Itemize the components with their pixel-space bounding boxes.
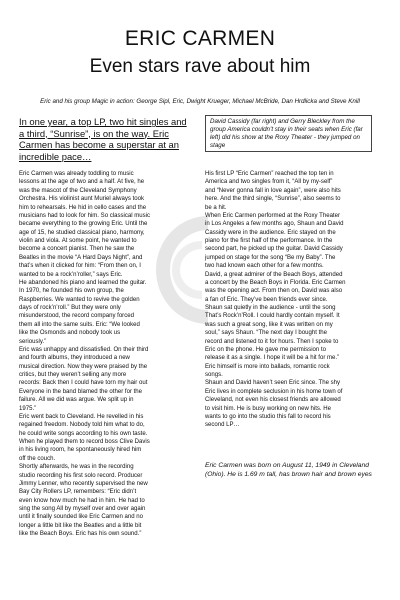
text-line: Jimmy Lenner, who recently supervised the new: [19, 480, 148, 487]
text-line: Bay City Rollers LP, remembers: “Eric didn’t: [19, 489, 137, 496]
text-line: Eric on the phone. He gave me permission to: [205, 346, 327, 353]
text-line: that’s when it clicked for him: “From then on, I: [19, 263, 141, 270]
text-line: off the couch.: [19, 455, 56, 462]
text-line: seriously.”: [19, 338, 47, 345]
text-line: longer a little bit like the Beatles and a little bit: [19, 522, 142, 529]
text-line: Shortly afterwards, he was in the recording: [19, 464, 134, 471]
text-line: second part, he picked up the guitar. David Cassidy: [205, 246, 343, 253]
text-line: like the Beach Boys. Eric has his own sound.”: [19, 531, 142, 538]
text-line: wanted to be a rock’n’roller,” says Eric.: [19, 271, 123, 278]
text-line: In 1970, he founded his own group, the: [19, 288, 124, 295]
text-line: here. And the third single, “Sunrise”, also seems to: [205, 196, 341, 203]
text-line: record and listened to it for hours. Then I spoke to: [205, 338, 339, 345]
text-line: he could write songs according to his own taste.: [19, 430, 148, 437]
text-line: 1975.”: [19, 405, 37, 412]
text-line: Beatles in the movie “A Hard Days Night”, and: [19, 254, 143, 261]
text-line: sing the song All by myself over and over again: [19, 506, 146, 512]
text-line: musicians had to look for him. So classical music: [19, 212, 151, 219]
text-line: like the Osmonds and nobody took us: [19, 330, 121, 337]
text-line: Cassidy were in the audience. Eric stayed on the: [205, 229, 336, 236]
text-line: and “Never gonna fall in love again”, were also hits: [205, 187, 341, 194]
text-line: studio recording his first solo record. Producer: [19, 472, 143, 479]
text-line: David, a great admirer of the Beach Boys, attended: [205, 271, 343, 278]
text-line: to visit him. He is busy working on new hits. He: [205, 405, 332, 412]
text-line: release it as a single. I hope it will be a hit for me.”: [205, 355, 340, 362]
text-line: musical direction. Now they were praised by the: [19, 363, 148, 370]
text-line: When he played them to record boss Clive Davis: [19, 439, 150, 445]
text-line: two had known each other for a few months.: [205, 263, 324, 270]
text-line: even know how much he had in him. He had to: [19, 497, 145, 504]
text-line: He abandoned his piano and learned the guitar.: [19, 279, 147, 286]
text-line: America and two singles from it, “All by my-self”: [205, 179, 333, 186]
intro-paragraph: In one year, a top LP, two hit singles and a third, “Sunrise”, is on the way. Eric Carmen has become a superstar at an incredible pace…: [19, 116, 187, 162]
text-line: Shaun sat quietly in the audience - until the song: [205, 305, 336, 311]
text-line: days of rock’n’roll.” But they were only: [19, 305, 121, 311]
text-line: Eric lives in complete seclusion in his home town of: [205, 388, 343, 395]
text-line: songs.: [205, 372, 223, 378]
text-line: failure. All we did was argue. We split up in: [19, 397, 134, 404]
text-line: critics, but they weren’t selling any more: [19, 372, 127, 378]
photo-caption-top: Eric and his group Magic in action: George Sipl, Eric, Dwight Krueger, Michael McBride, Dan Hrdlicka and Steve Knill: [40, 98, 360, 105]
text-line: became everything to the growing Eric. Until the: [19, 221, 148, 228]
text-line: a fan of Eric. They’ve been friends ever since.: [205, 296, 328, 303]
text-line: jumped on stage for the song “Be my Baby”. The: [205, 254, 336, 261]
text-line: Eric Carmen was already toddling to music: [19, 171, 134, 177]
text-line: Eric himself is more into ballads, romantic rock: [205, 363, 330, 370]
text-line: become a concert pianist. Then he saw the: [19, 246, 135, 253]
text-line: When Eric Carmen performed at the Roxy Theater: [205, 212, 340, 219]
text-line: them all into the same suits. Eric: “We looked: [19, 321, 140, 328]
text-line: soul,” says Shaun. “The next day I bought the: [205, 330, 328, 337]
text-line: Raspberries. We wanted to revive the golden: [19, 296, 140, 303]
text-line: Eric went back to Cleveland. He revelled in his: [19, 413, 144, 420]
text-line: until it finally sounded like Eric Carmen and no: [19, 514, 144, 521]
bio-note: Eric Carmen was born on August 11, 1949 in Cleveland (Ohio). He is 1.69 m tall, has brown hair and brown eyes: [205, 462, 372, 479]
text-line: was the mascot of the Cleveland Symphony: [19, 187, 137, 194]
text-line: Shaun and David haven’t seen Eric since. The shy: [205, 380, 341, 387]
article-title: ERIC CARMEN: [124, 27, 276, 50]
text-line: wants to go into the studio this fall to record his: [205, 413, 331, 420]
text-line: and fourth albums, they introduced a new: [19, 355, 130, 362]
text-line: Everyone in the band blamed the other for the: [19, 388, 143, 395]
text-line: Orchestra. His violinist aunt Muriel always took: [19, 196, 145, 203]
text-line: regained freedom. Nobody told him what to do,: [19, 422, 145, 429]
text-line: His first LP “Eric Carmen” reached the top ten in: [205, 171, 334, 177]
article-subtitle: Even stars rave about him: [89, 56, 311, 77]
text-line: Eric was unhappy and dissatisfied. On their third: [19, 346, 149, 353]
text-line: was such a great song, like it was written on my: [205, 321, 333, 328]
photo-caption-box: David Cassidy (far right) and Gerry Bleckley from the group America couldn’t stay in their seats when Eric (far left) did his show at the Roxy Theater - they jumped on stage: [205, 115, 372, 152]
body-column-right: [205, 170, 377, 430]
text-line: misunderstood, the record company forced: [19, 313, 134, 320]
text-line: records: Back then I could have torn my hair out: [19, 380, 148, 387]
text-line: violin and viola. At some point, he wanted to: [19, 238, 137, 244]
text-line: be a hit.: [205, 204, 227, 211]
text-line: Cleveland, not even his closest friends are allowed: [205, 397, 341, 404]
body-column-left: [19, 170, 195, 539]
text-line: a concert by the Beach Boys in Florida. Eric Carmen: [205, 279, 346, 286]
text-line: That’s Rock’n’Roll. I could hardly contain myself. It: [205, 313, 340, 320]
text-line: piano for the first half of the performance. In the: [205, 238, 333, 244]
text-line: age of 15, he studied classical piano, harmony,: [19, 229, 145, 236]
text-line: second LP…: [205, 422, 240, 429]
text-line: was the opening act. From then on, David was also: [205, 288, 343, 295]
text-line: lessons at the age of two and a half. At five, he: [19, 179, 145, 186]
text-line: in Los Angeles a few months ago, Shaun and David: [205, 221, 344, 228]
text-line: in his living room, he spontaneously hired him: [19, 447, 142, 454]
text-line: him to rehearsals. He hid in cello cases and the: [19, 204, 147, 211]
